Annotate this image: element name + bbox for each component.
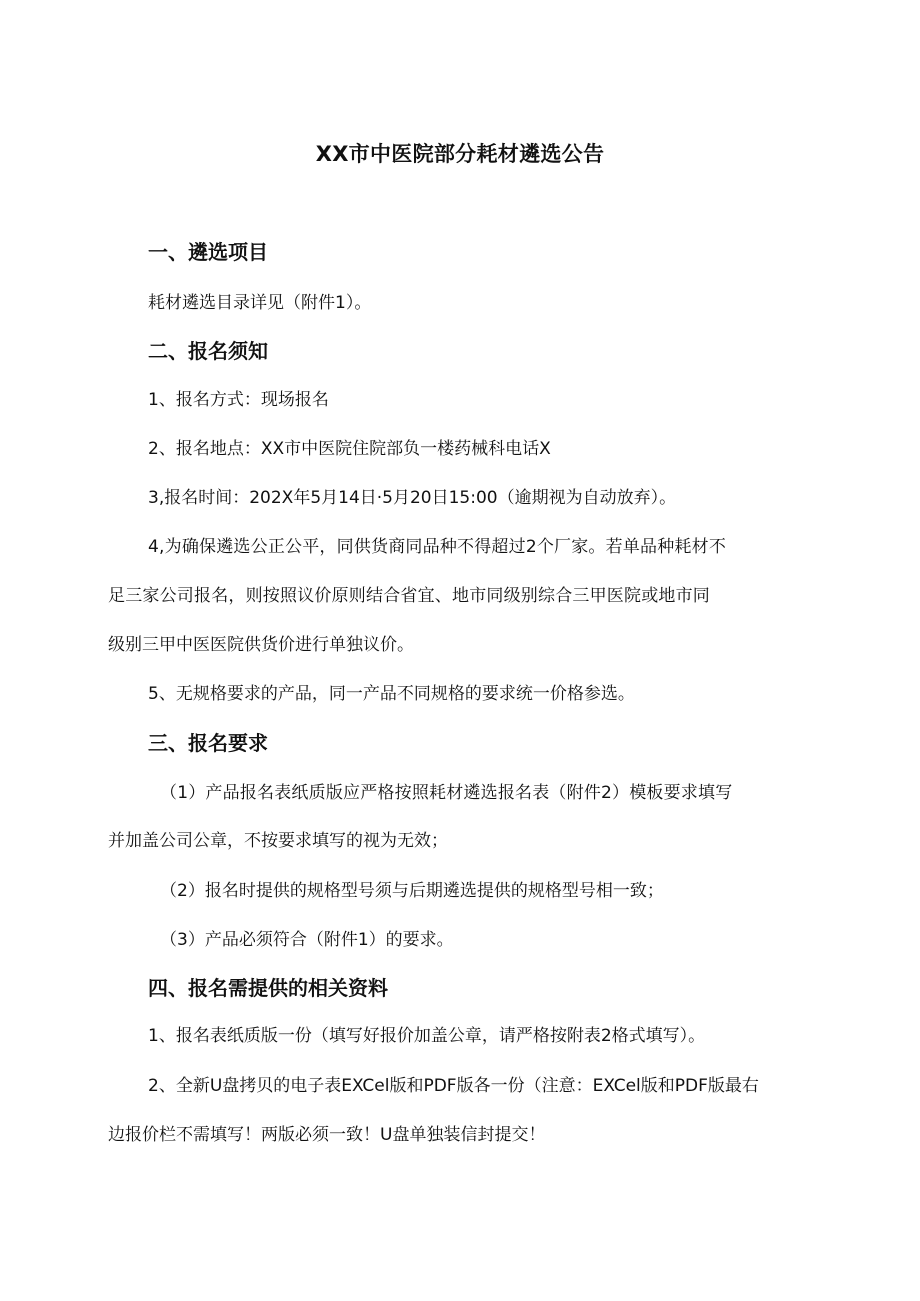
paragraph-line: （2）报名时提供的规格型号须与后期遴选提供的规格型号相一致； — [160, 881, 664, 901]
section-heading-3: 三、报名要求 — [148, 731, 268, 755]
paragraph-line: 3,报名时间：202X年5月14日·5月20日15:00（逾期视为自动放弃）。 — [148, 488, 677, 508]
paragraph-line: 足三家公司报名，则按照议价原则结合省宜、地市同级别综合三甲医院或地市同 — [108, 586, 710, 606]
paragraph-line: 并加盖公司公章，不按要求填写的视为无效； — [108, 831, 448, 851]
section-heading-2: 二、报名须知 — [148, 339, 268, 363]
paragraph-line: 耗材遴选目录详见（附件1）。 — [148, 293, 372, 313]
paragraph-line: （3）产品必须符合（附件1）的要求。 — [160, 930, 454, 950]
paragraph-line: 边报价栏不需填写！两版必须一致！U盘单独装信封提交！ — [108, 1125, 546, 1145]
paragraph-line: 5、无规格要求的产品，同一产品不同规格的要求统一价格参选。 — [148, 684, 635, 704]
paragraph-line: 2、全新U盘拷贝的电子表EXCel版和PDF版各一份（注意：EXCel版和PDF版最右 — [148, 1076, 759, 1096]
paragraph-line: 2、报名地点：XX市中医院住院部负一楼药械科电话X — [148, 439, 551, 459]
document-title: XX市中医院部分耗材遴选公告 — [315, 142, 605, 166]
section-heading-4: 四、报名需提供的相关资料 — [148, 976, 388, 1000]
paragraph-line: 1、报名表纸质版一份（填写好报价加盖公章，请严格按附表2格式填写）。 — [148, 1026, 706, 1046]
paragraph-line: 1、报名方式：现场报名 — [148, 390, 329, 410]
paragraph-line: 4,为确保遴选公正公平，同供货商同品种不得超过2个厂家。若单品种耗材不 — [148, 537, 727, 557]
paragraph-line: 级别三甲中医医院供货价进行单独议价。 — [108, 635, 414, 655]
paragraph-line: （1）产品报名表纸质版应严格按照耗材遴选报名表（附件2）模板要求填写 — [160, 783, 733, 803]
section-heading-1: 一、遴选项目 — [148, 240, 268, 264]
